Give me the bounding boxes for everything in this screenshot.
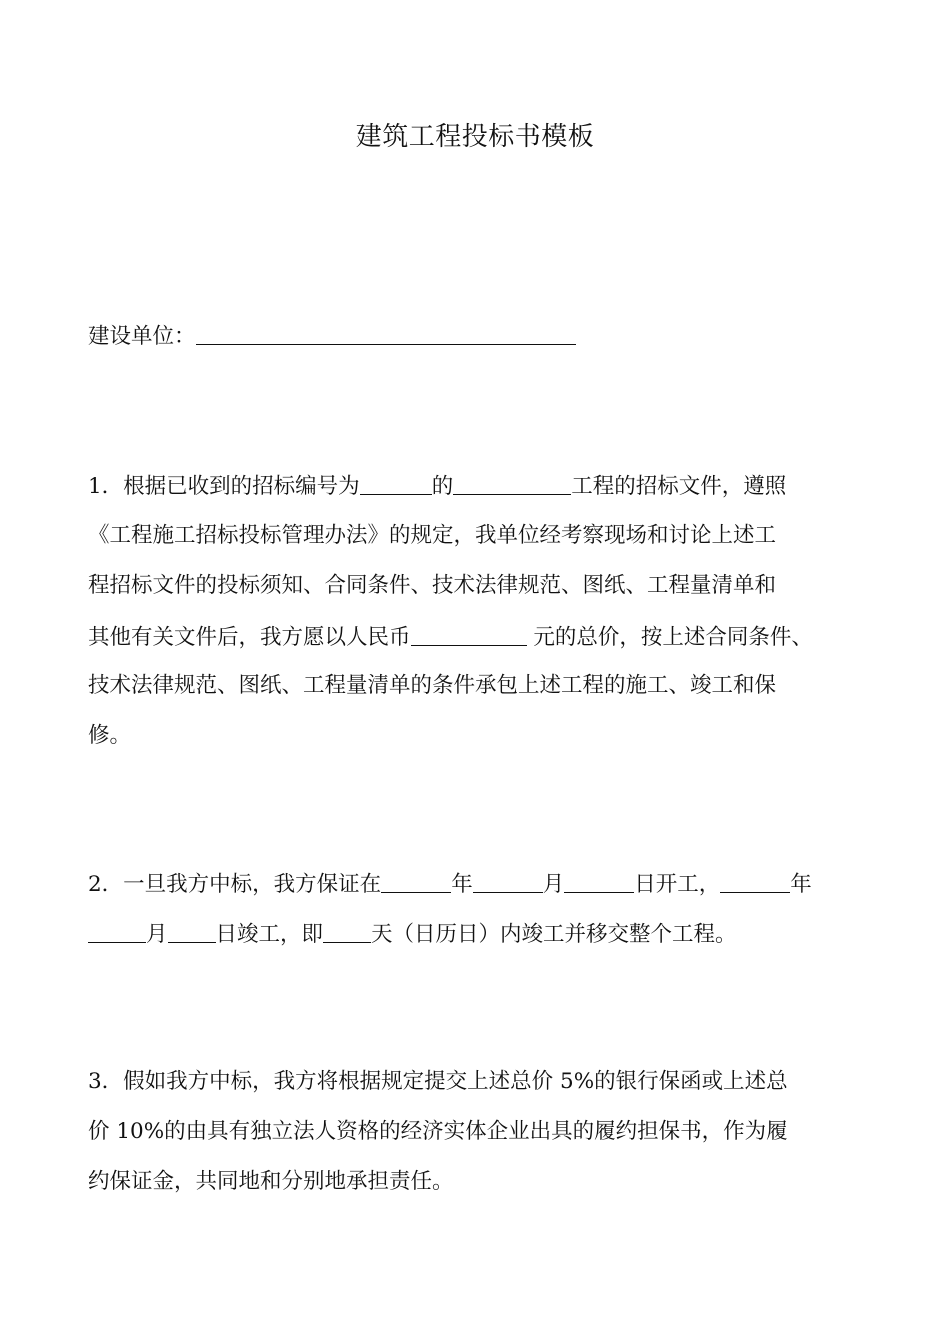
para2-line1 bbox=[88, 868, 812, 900]
para1-line1 bbox=[88, 470, 786, 502]
para2-text: 年 bbox=[790, 872, 812, 897]
project-name-blank[interactable] bbox=[453, 472, 571, 495]
start-month-blank[interactable] bbox=[473, 870, 543, 893]
para3-line1: 3．假如我方中标，我方将根据规定提交上述总价 5%的银行保函或上述总 bbox=[88, 1069, 788, 1094]
duration-days-blank[interactable] bbox=[323, 920, 371, 943]
construction-unit-label: 建设单位： bbox=[88, 324, 196, 349]
end-day-blank[interactable] bbox=[168, 920, 216, 943]
start-day-blank[interactable] bbox=[564, 870, 634, 893]
end-month-blank[interactable] bbox=[88, 920, 146, 943]
para1-line2: 《工程施工招标投标管理办法》的规定，我单位经考察现场和讨论上述工 bbox=[88, 523, 777, 548]
para1-text: 其他有关文件后，我方愿以人民币 bbox=[88, 625, 411, 650]
bid-number-blank[interactable] bbox=[360, 472, 432, 495]
construction-unit-blank[interactable] bbox=[196, 322, 576, 345]
para2-text: 年 bbox=[451, 872, 473, 897]
para2-text: 日开工， bbox=[634, 872, 721, 897]
para2-text: 天（日历日）内竣工并移交整个工程。 bbox=[371, 922, 737, 947]
para1-text: 元的总价，按上述合同条件、 bbox=[526, 625, 813, 650]
para2-text: 2．一旦我方中标，我方保证在 bbox=[88, 872, 382, 897]
total-price-blank[interactable] bbox=[411, 623, 527, 646]
para2-line2 bbox=[88, 918, 737, 950]
para3-line3: 约保证金，共同地和分别地承担责任。 bbox=[88, 1169, 454, 1194]
para1-line6: 修。 bbox=[88, 723, 132, 748]
document-title: 建筑工程投标书模板 bbox=[355, 122, 595, 152]
para1-line3: 程招标文件的投标须知、合同条件、技术法律规范、图纸、工程量清单和 bbox=[88, 573, 777, 598]
para3-line2: 价 10%的由具有独立法人资格的经济实体企业出具的履约担保书，作为履 bbox=[88, 1119, 788, 1144]
para2-text: 月 bbox=[542, 872, 565, 897]
end-year-blank[interactable] bbox=[720, 870, 790, 893]
start-year-blank[interactable] bbox=[381, 870, 451, 893]
para2-text: 日竣工，即 bbox=[215, 922, 324, 947]
para2-text: 月 bbox=[146, 922, 168, 947]
para1-text: 工程的招标文件，遵照 bbox=[571, 474, 787, 499]
para1-text: 的 bbox=[431, 474, 454, 499]
para1-line5: 技术法律规范、图纸、工程量清单的条件承包上述工程的施工、竣工和保 bbox=[88, 673, 777, 698]
construction-unit-line bbox=[88, 320, 576, 352]
para1-line4 bbox=[88, 621, 813, 653]
para1-text: 1．根据已收到的招标编号为 bbox=[88, 474, 360, 499]
